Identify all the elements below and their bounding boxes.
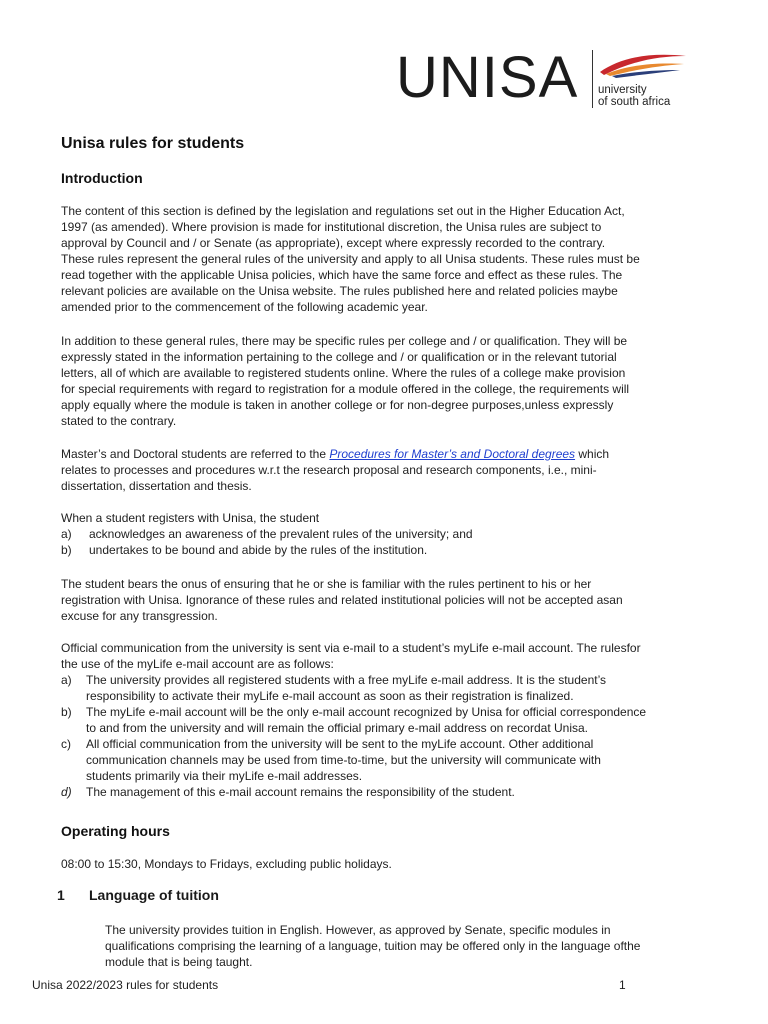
text-line: These rules represent the general rules of the university and apply to all Unisa students. These rules must be <box>61 252 640 266</box>
list-text: acknowledges an awareness of the prevalent rules of the university; and <box>89 527 473 541</box>
intro-paragraph-3 <box>61 446 701 494</box>
text-line: approval by Council and / or Senate (as appropriate), except where expressly recorded to the contrary. <box>61 236 606 250</box>
text-line: qualifications comprising the learning of a language, tuition may be offered only in the language ofthe <box>105 939 641 953</box>
text-line: 1997 (as amended). Where provision is made for institutional discretion, the Unisa rules are subject to <box>61 220 602 234</box>
section-number: 1 <box>57 887 65 903</box>
list-item <box>61 784 711 800</box>
text-line: The student bears the onus of ensuring that he or she is familiar with the rules pertinent to his or her <box>61 577 592 591</box>
section-1-paragraph <box>105 922 745 970</box>
text-line: registration with Unisa. Ignorance of these rules and related institutional policies will not be accepted asan <box>61 593 623 607</box>
text-line: read together with the applicable Unisa policies, which have the same force and effect as these rules. The <box>61 268 623 282</box>
list-item <box>61 704 711 736</box>
text-fragment: Master’s and Doctoral students are referred to the <box>61 447 330 461</box>
text-line: In addition to these general rules, there may be specific rules per college and / or qualification. They will be <box>61 334 628 348</box>
text-line: dissertation, dissertation and thesis. <box>61 479 252 493</box>
logo-subtitle-line-2: of south africa <box>598 96 671 108</box>
intro-heading: Introduction <box>61 170 143 186</box>
intro-paragraph-2 <box>61 333 701 429</box>
registration-list <box>61 510 711 558</box>
list-item <box>61 736 711 784</box>
list-marker: a) <box>61 673 72 687</box>
list-text: responsibility to activate their myLife e-mail account as soon as their registration is finalized. <box>86 689 574 703</box>
text-line: for special requirements with regard to registration for a module offered in the college, the requirements will <box>61 382 630 396</box>
list-text: communication channels may be used from time-to-time, but the university will communicate with <box>86 753 601 767</box>
list-marker: b) <box>61 543 72 557</box>
list-text: students primarily via their myLife e-mail addresses. <box>86 769 363 783</box>
email-rules-list <box>61 640 711 800</box>
list-text: The myLife e-mail account will be the only e-mail account recognized by Unisa for official correspondence <box>86 705 647 719</box>
list-item <box>61 672 711 704</box>
text-line: stated to the contrary. <box>61 414 177 428</box>
text-line: Official communication from the university is sent via e-mail to a student’s myLife e-mail account. The rulesfor <box>61 641 641 655</box>
operating-hours-heading: Operating hours <box>61 823 170 839</box>
list-marker: b) <box>61 705 72 719</box>
footer-text: Unisa 2022/2023 rules for students <box>32 978 219 992</box>
text-line: expressly stated in the information pertaining to the college and / or qualification or in the relevant tutorial <box>61 350 617 364</box>
logo-divider <box>592 50 593 108</box>
list-text: to and from the university and will remain the official primary e-mail address on recordat Unisa. <box>86 721 588 735</box>
logo-subtitle <box>598 84 670 108</box>
unisa-logo <box>390 40 694 112</box>
text-line: The content of this section is defined by the legislation and regulations set out in the Higher Education Act, <box>61 204 625 218</box>
list-text: The university provides all registered students with a free myLife e-mail address. It is the student’s <box>86 673 607 687</box>
text-line: letters, all of which are available to registered students online. Where the rules of a college make provision <box>61 366 626 380</box>
text-line: relevant policies are available on the Unisa website. The rules published here and related policies maybe <box>61 284 618 298</box>
text-line: 08:00 to 15:30, Mondays to Fridays, excluding public holidays. <box>61 857 392 871</box>
intro-paragraph-5 <box>61 576 701 624</box>
text-fragment: which <box>575 447 610 461</box>
text-line: relates to processes and procedures w.r.t the research proposal and research components, i.e., mini- <box>61 463 597 477</box>
operating-hours-text <box>61 856 701 872</box>
list-text: undertakes to be bound and abide by the rules of the institution. <box>89 543 428 557</box>
page-number: 1 <box>619 978 626 992</box>
list-item <box>61 542 711 558</box>
logo-swoosh-icon <box>596 48 688 78</box>
logo-wordmark: UNISA <box>396 45 579 110</box>
list-text: The management of this e-mail account remains the responsibility of the student. <box>86 785 515 799</box>
text-line: apply equally where the module is taken in another college or for non-degree purposes,unless expressly <box>61 398 614 412</box>
list-lead: When a student registers with Unisa, the student <box>61 511 320 525</box>
list-item <box>61 526 711 542</box>
text-line: the use of the myLife e-mail account are as follows: <box>61 657 334 671</box>
page-title: Unisa rules for students <box>61 135 245 152</box>
list-marker: d) <box>61 785 72 799</box>
intro-paragraph-1 <box>61 203 701 315</box>
procedures-masters-doctoral-link[interactable]: Procedures for Master’s and Doctoral degrees <box>329 447 576 461</box>
text-line: excuse for any transgression. <box>61 609 218 623</box>
list-marker: a) <box>61 527 72 541</box>
text-line: The university provides tuition in English. However, as approved by Senate, specific modules in <box>105 923 611 937</box>
text-line: module that is being taught. <box>105 955 253 969</box>
list-marker: c) <box>61 737 71 751</box>
list-text: All official communication from the university will be sent to the myLife account. Other additional <box>86 737 594 751</box>
logo-subtitle-line-1: university <box>598 84 647 96</box>
text-line: amended prior to the commencement of the following academic year. <box>61 300 428 314</box>
text-line <box>61 446 701 462</box>
section-title: Language of tuition <box>89 887 219 903</box>
